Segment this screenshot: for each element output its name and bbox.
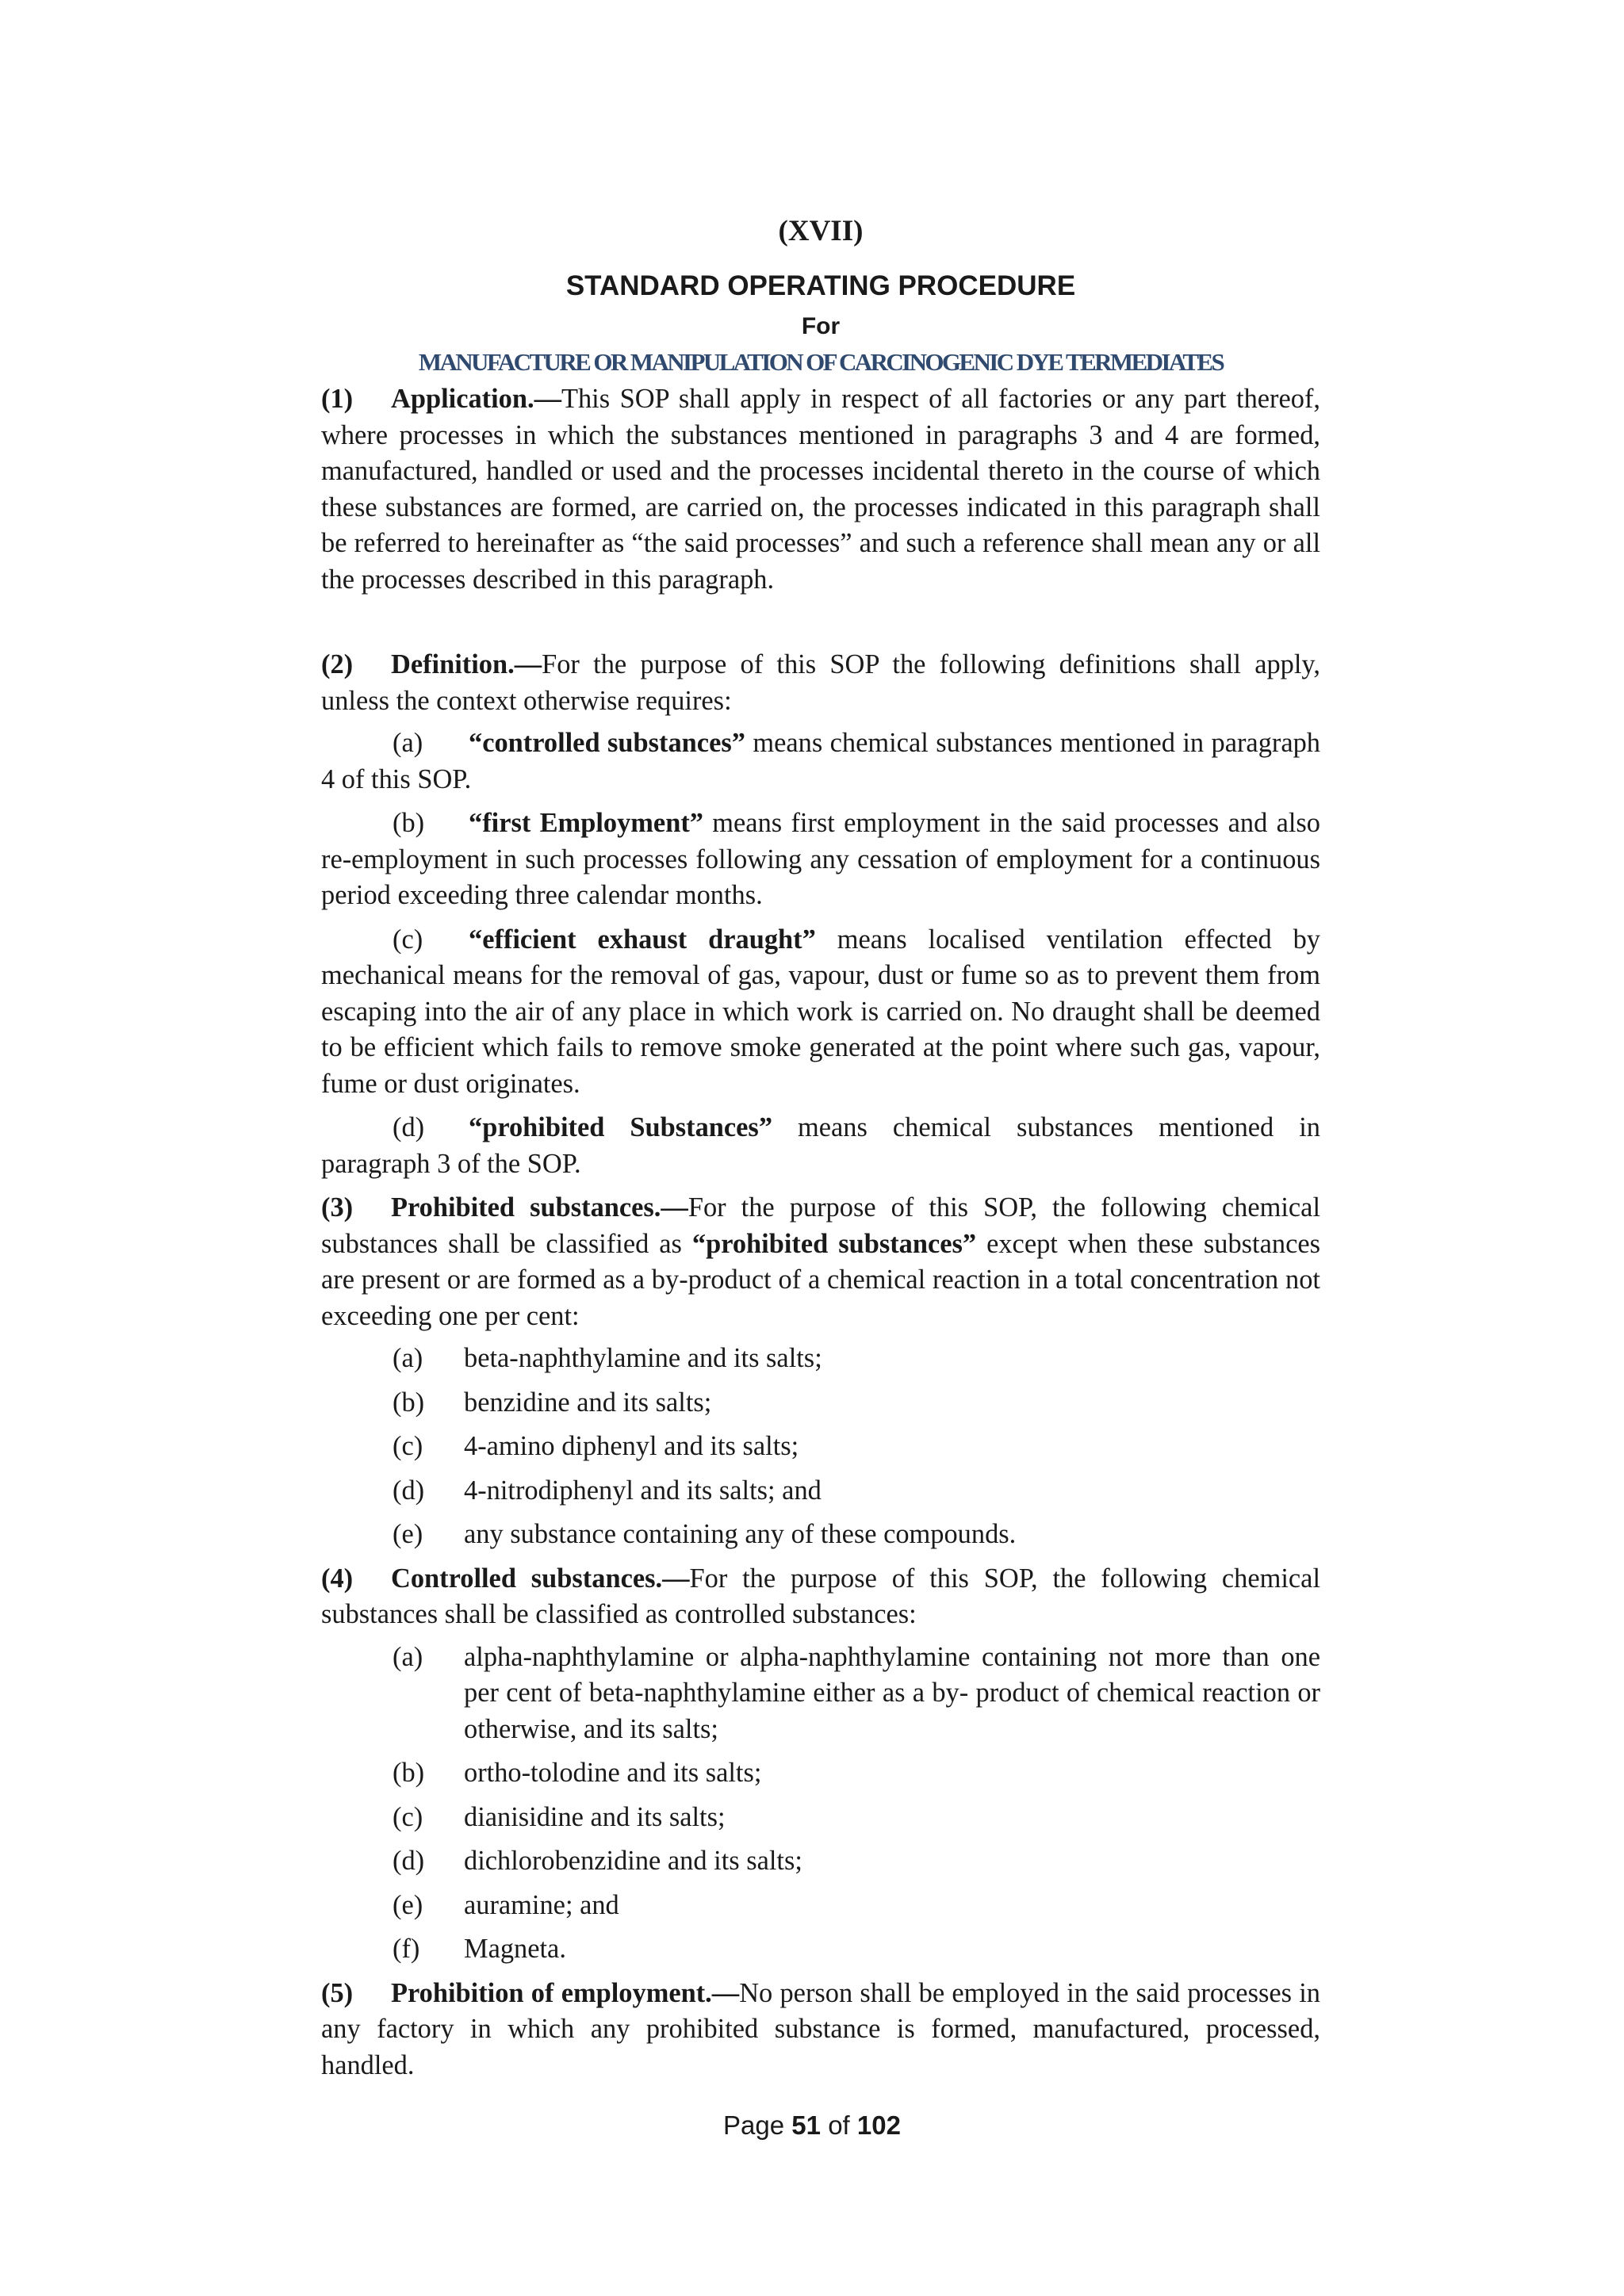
section-text: For the purpose of this SOP, the following chemical substances shall be classified as	[321, 1192, 1320, 1259]
item-text: beta-naphthylamine and its salts;	[464, 1343, 822, 1373]
page-footer	[0, 2110, 1624, 2141]
item-label: (c)	[393, 1801, 423, 1832]
page-total: 102	[856, 2110, 901, 2140]
list-item	[321, 1888, 1320, 1924]
section-heading: Prohibition of employment.—	[391, 1977, 740, 2008]
item-text: alpha-naphthylamine or alpha-naphthylamine containing not more than one per cent of beta-naphthylamine either as a by- product of chemical reaction or otherwise, and its salts;	[464, 1641, 1320, 1744]
definition-term: “prohibited Substances”	[469, 1112, 773, 1142]
section-application	[321, 381, 1320, 598]
item-label: (a)	[393, 1641, 423, 1672]
list-item	[321, 1429, 1320, 1465]
item-text: 4-amino diphenyl and its salts;	[464, 1431, 799, 1461]
section-heading: Controlled substances.—	[391, 1563, 690, 1594]
definition-text: means chemical substances mentioned in paragraph 3 of the SOP.	[321, 1112, 1320, 1179]
definition-item	[321, 922, 1320, 1103]
item-label: (e)	[393, 1519, 423, 1549]
item-text: dianisidine and its salts;	[464, 1801, 726, 1832]
document-body	[321, 214, 1320, 2090]
definition-term: “efficient exhaust draught”	[469, 924, 816, 955]
item-label: (d)	[393, 1475, 425, 1506]
item-label: (b)	[393, 1758, 425, 1788]
item-text: any substance containing any of these compounds.	[464, 1519, 1017, 1549]
section-text: This SOP shall apply in respect of all factories or any part thereof, where processes in which the substances mentioned in paragraphs 3 and 4 are formed, manufactured, handled or used and the processes incidental thereto in the course of which these substances are formed, are carried on, the processes indicated in this paragraph shall be referred to hereinafter as “the said processes” and such a reference shall mean any or all the processes described in this paragraph.	[321, 384, 1320, 595]
definition-text: means chemical substances mentioned in paragraph 4 of this SOP.	[321, 728, 1320, 794]
definition-item	[321, 1110, 1320, 1182]
section-text: For the purpose of this SOP the following definitions shall apply, unless the context otherwise requires:	[321, 649, 1320, 716]
section-number: (3)	[321, 1192, 354, 1223]
definition-text: means localised ventilation effected by mechanical means for the removal of gas, vapour, dust or fume so as to prevent them from escaping into the air of any place in which work is carried on. No draught shall be deemed to be efficient which fails to remove smoke generated at the point where such gas, vapour, fume or dust originates.	[321, 924, 1320, 1099]
document-title: STANDARD OPERATING PROCEDURE	[565, 270, 1076, 301]
list-item	[321, 1800, 1320, 1836]
definition-text: means first employment in the said processes and also re-employment in such processes following any cessation of employment for a continuous period exceeding three calendar months.	[321, 808, 1320, 910]
section-number: (1)	[321, 384, 354, 414]
definition-label: (d)	[393, 1112, 425, 1142]
section-text: No person shall be employed in the said processes in any factory in which any prohibited substance is formed, manufactured, processed, handled.	[321, 1977, 1321, 2080]
definition-item	[321, 725, 1320, 798]
section-heading: Definition.—	[391, 649, 542, 679]
of-word: of	[828, 2110, 850, 2140]
item-text: dichlorobenzidine and its salts;	[464, 1846, 802, 1876]
definition-term: “controlled substances”	[469, 728, 745, 758]
list-item	[321, 1931, 1320, 1968]
section-text: For the purpose of this SOP, the following chemical substances shall be classified as controlled substances:	[321, 1563, 1320, 1629]
definition-label: (a)	[393, 728, 423, 758]
item-text: ortho-tolodine and its salts;	[464, 1758, 762, 1788]
item-text: benzidine and its salts;	[464, 1387, 712, 1418]
section-heading: Prohibited substances.—	[391, 1192, 688, 1223]
page-word: Page	[723, 2110, 785, 2140]
item-text: auramine; and	[464, 1889, 619, 1920]
item-label: (c)	[393, 1431, 423, 1461]
list-item	[321, 1385, 1320, 1422]
definition-label: (c)	[393, 924, 423, 955]
list-item	[321, 1473, 1320, 1510]
section-number: (5)	[321, 1977, 354, 2008]
item-label: (f)	[393, 1934, 420, 1964]
section-definition	[321, 647, 1320, 719]
title-for: For	[801, 313, 841, 339]
item-label: (d)	[393, 1846, 425, 1876]
definition-term: “first Employment”	[469, 808, 703, 838]
list-item	[321, 1755, 1320, 1792]
item-text: Magneta.	[464, 1934, 566, 1964]
item-label: (b)	[393, 1387, 425, 1418]
item-label: (a)	[393, 1343, 423, 1373]
page-number: 51	[791, 2110, 822, 2140]
section-prohibited-substances	[321, 1190, 1320, 1334]
document-subtitle: MANUFACTURE OR MANIPULATION OF CARCINOGENIC DYE TERMEDIATES	[418, 348, 1224, 376]
section-text: except when these substances are present or are formed as a by-product of a chemical reaction in a total concentration not exceeding one per cent:	[321, 1228, 1320, 1331]
section-emphasis: “prohibited substances”	[691, 1228, 977, 1259]
item-text: 4-nitrodiphenyl and its salts; and	[464, 1475, 822, 1506]
list-item	[321, 1640, 1320, 1748]
item-label: (e)	[393, 1889, 423, 1920]
chapter-number: (XVII)	[778, 215, 864, 247]
list-item	[321, 1517, 1320, 1553]
list-item	[321, 1341, 1320, 1377]
section-number: (4)	[321, 1563, 354, 1594]
section-controlled-substances	[321, 1561, 1320, 1633]
definition-item	[321, 806, 1320, 914]
section-prohibition-of-employment	[321, 1976, 1320, 2084]
section-number: (2)	[321, 649, 354, 679]
list-item	[321, 1843, 1320, 1880]
section-heading: Application.—	[391, 384, 561, 414]
definition-label: (b)	[393, 808, 425, 838]
